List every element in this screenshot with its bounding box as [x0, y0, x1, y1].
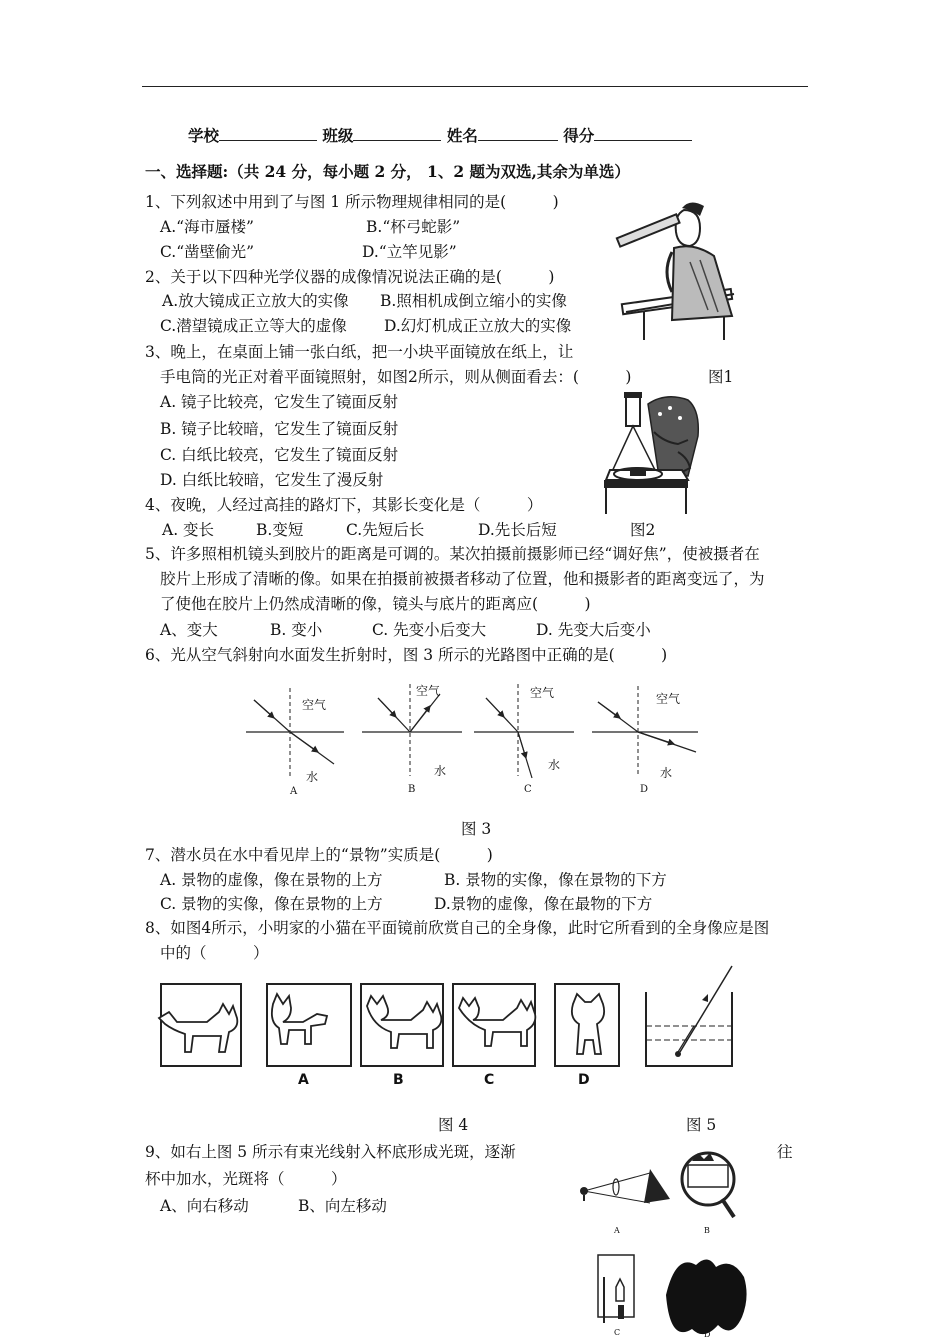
figure-5-cup-beam [640, 962, 740, 1068]
class-blank[interactable] [353, 124, 441, 141]
q4-option-b[interactable]: B.变短 [256, 521, 304, 539]
q3-stem-line1: 3、晚上，在桌面上铺一张白纸，把一小块平面镜放在纸上，让 [145, 343, 574, 361]
q9-option-a[interactable]: A、向右移动 [160, 1197, 249, 1215]
top-rule [142, 86, 808, 87]
q2-option-c[interactable]: C.潜望镜成正立等大的虚像 [160, 317, 347, 335]
figure-2-illustration [604, 392, 700, 514]
cat-option-b[interactable] [361, 984, 443, 1066]
q5-stem-line2: 胶片上形成了清晰的像。如果在拍摄前被摄者移动了位置，他和摄影者的距离变远了，为 [160, 570, 765, 588]
cat-original [159, 984, 241, 1066]
q9-stem-line1-end: 往 [777, 1143, 793, 1161]
q7-stem: 7、潜水员在水中看见岸上的“景物”实质是( ) [145, 846, 493, 864]
fig6-picture-d[interactable] [666, 1259, 747, 1334]
fig3-d-water-label: 水 [660, 766, 673, 780]
q1-option-c[interactable]: C.“凿壁偷光” [160, 243, 255, 261]
q3-option-d[interactable]: D. 白纸比较暗，它发生了漫反射 [160, 471, 384, 489]
fig3-d-air-label: 空气 [656, 692, 681, 706]
fig3-b-water-label: 水 [434, 764, 447, 778]
figure-1-illustration [614, 192, 742, 342]
fig3-c-water-label: 水 [548, 758, 561, 772]
fig3-c-air-label: 空气 [530, 686, 555, 700]
q1-option-a[interactable]: A.“海市蜃楼” [160, 218, 254, 236]
school-label: 学校 [188, 126, 220, 145]
q3-option-b[interactable]: B. 镜子比较暗，它发生了镜面反射 [160, 420, 399, 438]
q4-option-a[interactable]: A. 变长 [162, 521, 215, 539]
q5-option-a[interactable]: A、变大 [160, 621, 218, 639]
cat-option-a[interactable] [267, 984, 351, 1066]
refraction-diagram-d[interactable] [592, 686, 698, 776]
q4-stem: 4、夜晚，人经过高挂的路灯下，其影长变化是（ ） [145, 496, 543, 514]
q9-stem-line2: 杯中加水，光斑将（ ） [145, 1170, 347, 1188]
q5-option-c[interactable]: C. 先变小后变大 [372, 621, 487, 639]
q9-option-b[interactable]: B、向左移动 [298, 1197, 387, 1215]
fig3-label-c: C [524, 784, 532, 795]
fig3-label-b: B [408, 784, 416, 795]
fig4-label-c: C [484, 1072, 495, 1088]
q1-stem: 1、下列叙述中用到了与图 1 所示物理规律相同的是( ) [145, 193, 559, 211]
figure-6-illustrations [570, 1145, 750, 1340]
q2-stem: 2、关于以下四种光学仪器的成像情况说法正确的是( ) [145, 268, 555, 286]
fig6-label-d: D [704, 1330, 711, 1339]
fig4-label-a: A [298, 1072, 309, 1088]
name-label: 姓名 [446, 126, 478, 145]
figure-4-cat-mirrors [155, 982, 625, 1072]
q7-option-c[interactable]: C. 景物的实像，像在景物的上方 [160, 895, 383, 913]
score-blank[interactable] [594, 124, 692, 141]
fig6-picture-a[interactable] [580, 1169, 670, 1203]
fig3-a-water-label: 水 [306, 770, 319, 784]
q4-option-c[interactable]: C.先短后长 [346, 521, 425, 539]
fig3-label-d: D [640, 784, 649, 795]
q6-stem: 6、光从空气斜射向水面发生折射时，图 3 所示的光路图中正确的是( ) [145, 646, 668, 664]
fig6-label-c: C [614, 1328, 621, 1337]
q1-option-b[interactable]: B.“杯弓蛇影” [366, 218, 461, 236]
fig3-label-a: A [290, 786, 298, 797]
school-blank[interactable] [219, 124, 317, 141]
q4-option-d[interactable]: D.先长后短 [478, 521, 557, 539]
q3-option-a[interactable]: A. 镜子比较亮，它发生了镜面反射 [160, 393, 399, 411]
fig3-a-air-label: 空气 [302, 698, 327, 712]
fig6-picture-c[interactable] [598, 1255, 634, 1323]
q3-stem-line2: 手电筒的光正对着平面镜照射，如图2所示，则从侧面看去：( ) [160, 368, 632, 386]
fig6-label-b: B [704, 1226, 710, 1235]
q5-stem-line1: 5、许多照相机镜头到胶片的距离是可调的。某次拍摄前摄影师已经“调好焦”，使被摄者在 [145, 545, 760, 563]
class-label: 班级 [322, 126, 354, 145]
q7-option-b[interactable]: B. 景物的实像，像在景物的下方 [444, 871, 667, 889]
header-line [188, 124, 692, 146]
score-label: 得分 [563, 126, 595, 145]
q7-option-a[interactable]: A. 景物的虚像，像在景物的上方 [160, 871, 383, 889]
q3-option-c[interactable]: C. 白纸比较亮，它发生了镜面反射 [160, 446, 399, 464]
q5-option-d[interactable]: D. 先变大后变小 [536, 621, 651, 639]
figure-3-caption: 图 3 [461, 820, 492, 838]
cat-option-c[interactable] [453, 984, 535, 1066]
fig6-label-a: A [614, 1226, 620, 1235]
fig3-b-air-label: 空气 [416, 684, 441, 698]
figure-5-caption: 图 5 [686, 1116, 717, 1134]
figure-2-caption: 图2 [630, 521, 656, 539]
q5-stem-line3: 了使他在胶片上仍然成清晰的像，镜头与底片的距离应( ) [160, 595, 591, 613]
q2-option-b[interactable]: B.照相机成倒立缩小的实像 [380, 292, 567, 310]
fig4-label-d: D [578, 1072, 590, 1088]
q5-option-b[interactable]: B. 变小 [270, 621, 323, 639]
cat-option-d[interactable] [555, 984, 619, 1066]
refraction-diagram-a[interactable] [246, 688, 344, 776]
fig6-picture-b[interactable] [682, 1153, 734, 1217]
q8-stem-line1: 8、如图4所示，小明家的小猫在平面镜前欣赏自己的全身像，此时它所看到的全身像应是图 [145, 919, 770, 937]
q9-stem-line1: 9、如右上图 5 所示有束光线射入杯底形成光斑，逐渐 [145, 1143, 516, 1161]
figure-4-caption: 图 4 [438, 1116, 469, 1134]
q2-option-d[interactable]: D.幻灯机成正立放大的实像 [384, 317, 572, 335]
q2-option-a[interactable]: A.放大镜成正立放大的实像 [162, 292, 349, 310]
q1-option-d[interactable]: D.“立竿见影” [362, 243, 457, 261]
refraction-diagram-b[interactable] [362, 684, 462, 776]
name-blank[interactable] [478, 124, 558, 141]
q7-option-d[interactable]: D.景物的虚像，像在最物的下方 [434, 895, 653, 913]
section-title: 一、选择题:（共 24 分，每小题 2 分， 1、2 题为双选,其余为单选） [145, 162, 630, 181]
q8-stem-line2: 中的（ ） [160, 944, 269, 962]
figure-1-caption: 图1 [708, 368, 734, 386]
fig4-label-b: B [393, 1072, 404, 1088]
